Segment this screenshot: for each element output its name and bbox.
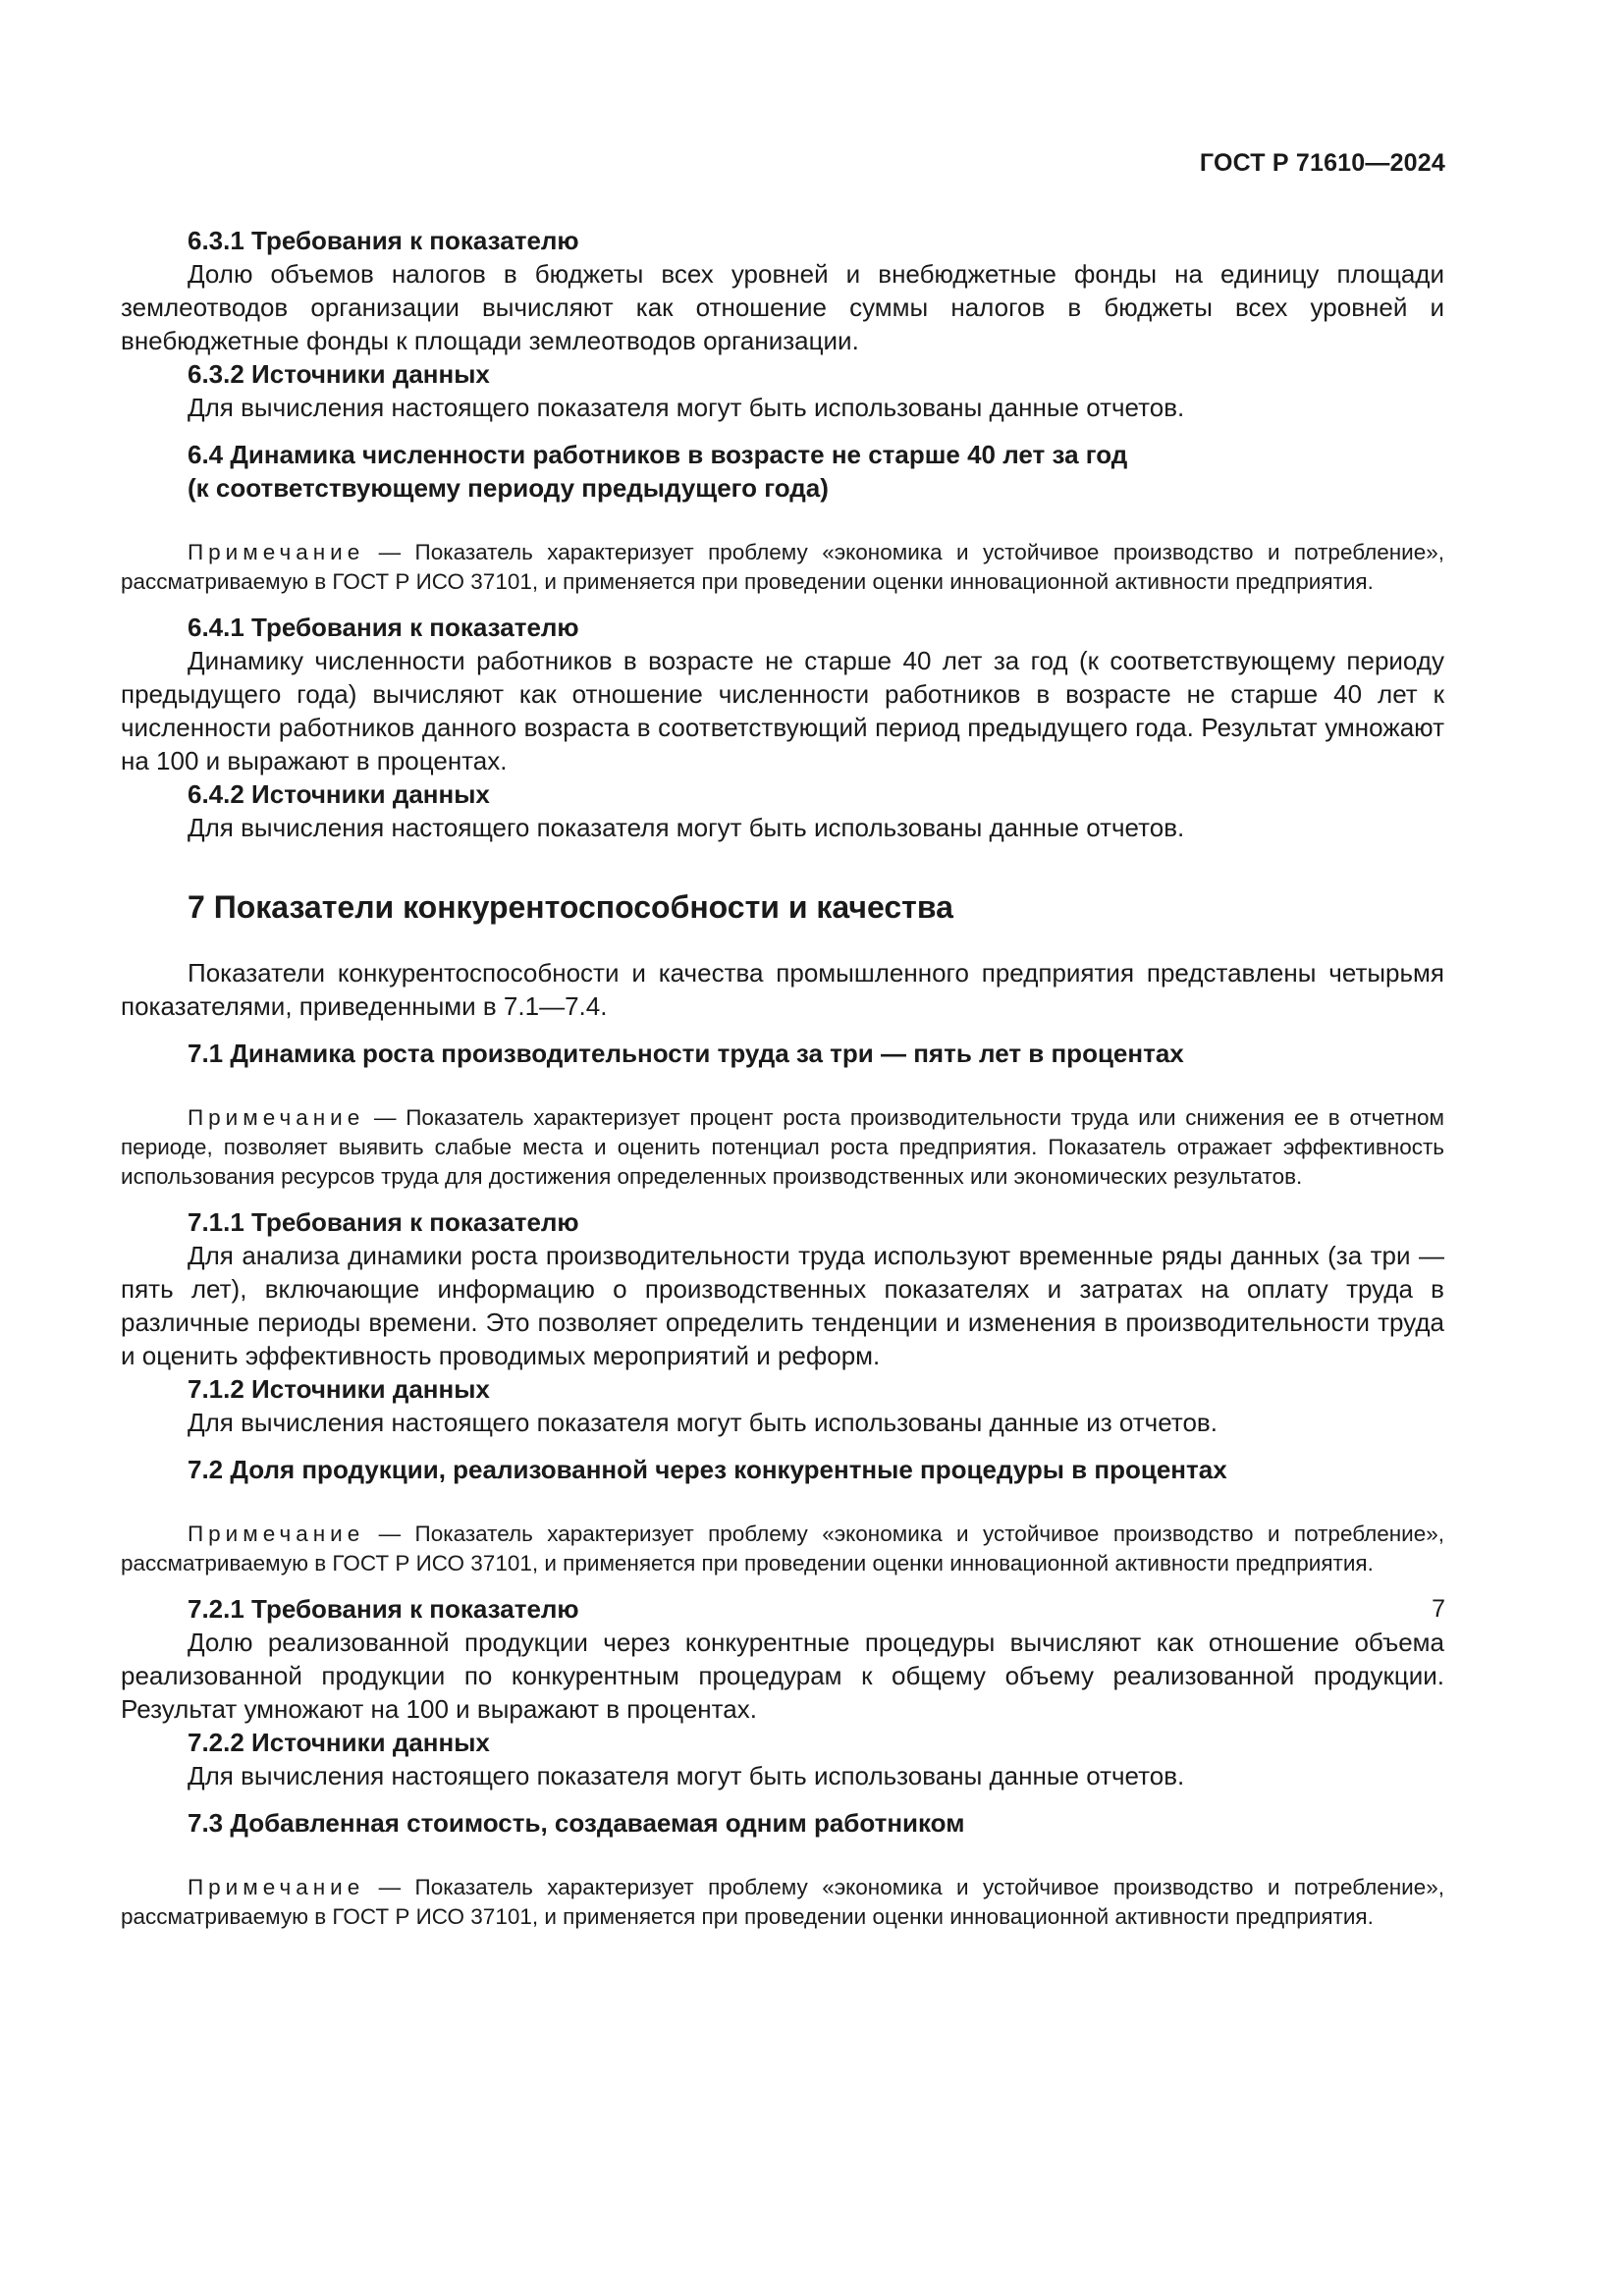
note-7-2 bbox=[121, 1520, 1444, 1578]
heading-7-1: 7.1 Динамика роста производительности труда за три — пять лет в процентах bbox=[188, 1039, 1184, 1068]
heading-6-4-line1: 6.4 Динамика численности работников в возрасте не старше 40 лет за год bbox=[188, 440, 1128, 469]
paragraph-6-3-1: Долю объемов налогов в бюджеты всех уровней и внебюджетные фонды на единицу площади землеотводов организации вычисляют как отношение суммы налогов в бюджеты всех уровней и внебюджетные фонды к площади землеотводов организации. bbox=[121, 259, 1444, 355]
paragraph-6-4-2: Для вычисления настоящего показателя могут быть использованы данные отчетов. bbox=[188, 813, 1185, 842]
heading-7-2-1: 7.2.1 Требования к показателю bbox=[188, 1594, 579, 1624]
note-label: Примечание bbox=[188, 1105, 365, 1130]
note-text: — Показатель характеризует проблему «экономика и устойчивое производство и потребление», рассматриваемую в ГОСТ Р ИСО 37101, и применяется при проведении оценки инновационной активности предприятия. bbox=[121, 1522, 1444, 1575]
heading-7-1-1: 7.1.1 Требования к показателю bbox=[188, 1207, 579, 1237]
page-content bbox=[121, 224, 1444, 1946]
note-label: Примечание bbox=[188, 1522, 365, 1546]
note-text: — Показатель характеризует проблему «экономика и устойчивое производство и потребление», рассматриваемую в ГОСТ Р ИСО 37101, и применяется при проведении оценки инновационной активности предприятия. bbox=[121, 1875, 1444, 1929]
heading-7-1-2: 7.1.2 Источники данных bbox=[188, 1374, 490, 1404]
paragraph-6-3-2: Для вычисления настоящего показателя могут быть использованы данные отчетов. bbox=[188, 393, 1185, 422]
heading-7-2-2: 7.2.2 Источники данных bbox=[188, 1728, 490, 1757]
heading-6-4-line2: (к соответствующему периоду предыдущего года) bbox=[188, 473, 829, 503]
heading-6-3-1: 6.3.1 Требования к показателю bbox=[188, 226, 579, 255]
heading-6-4-2: 6.4.2 Источники данных bbox=[188, 779, 490, 809]
paragraph-7-2-2: Для вычисления настоящего показателя могут быть использованы данные отчетов. bbox=[188, 1761, 1185, 1790]
note-7-1 bbox=[121, 1103, 1444, 1192]
heading-6-4-1: 6.4.1 Требования к показателю bbox=[188, 613, 579, 642]
standard-code-header: ГОСТ Р 71610—2024 bbox=[1199, 149, 1445, 177]
note-6-4 bbox=[121, 538, 1444, 597]
note-label: Примечание bbox=[188, 1875, 365, 1899]
paragraph-7: Показатели конкурентоспособности и качества промышленного предприятия представлены четырьмя показателями, приведенными в 7.1—7.4. bbox=[121, 958, 1444, 1021]
heading-6-3-2: 6.3.2 Источники данных bbox=[188, 359, 490, 389]
heading-7-2: 7.2 Доля продукции, реализованной через конкурентные процедуры в процентах bbox=[188, 1455, 1227, 1484]
paragraph-7-1-1: Для анализа динамики роста производительности труда используют временные ряды данных (за три — пять лет), включающие информацию о производственных показателях и затратах на оплату труда в различные периоды времени. Это позволяет определить тенденции и изменения в производительности труда и оценить эффективность проводимых мероприятий и реформ. bbox=[121, 1241, 1444, 1370]
note-text: — Показатель характеризует процент роста производительности труда или снижения ее в отчетном периоде, позволяет выявить слабые места и оценить потенциал роста предприятия. Показатель отражает эффективность использования ресурсов труда для достижения определенных производственных или экономических результатов. bbox=[121, 1105, 1444, 1189]
paragraph-7-1-2: Для вычисления настоящего показателя могут быть использованы данные из отчетов. bbox=[188, 1408, 1218, 1437]
paragraph-7-2-1: Долю реализованной продукции через конкурентные процедуры вычисляют как отношение объема реализованной продукции по конкурентным процедурам к общему объему реализованной продукции. Результат умножают на 100 и выражают в процентах. bbox=[121, 1628, 1444, 1724]
note-label: Примечание bbox=[188, 540, 365, 564]
note-7-3 bbox=[121, 1873, 1444, 1932]
note-text: — Показатель характеризует проблему «экономика и устойчивое производство и потребление», рассматриваемую в ГОСТ Р ИСО 37101, и применяется при проведении оценки инновационной активности предприятия. bbox=[121, 540, 1444, 594]
heading-7-3: 7.3 Добавленная стоимость, создаваемая одним работником bbox=[188, 1808, 965, 1838]
page-number: 7 bbox=[1432, 1595, 1445, 1623]
paragraph-6-4-1: Динамику численности работников в возрасте не старше 40 лет за год (к соответствующему периоду предыдущего года) вычисляют как отношение численности работников в возрасте не старше 40 лет к численности работников данного возраста в соответствующий период предыдущего года. Результат умножают на 100 и выражают в процентах. bbox=[121, 646, 1444, 775]
chapter-heading-7: 7 Показатели конкурентоспособности и качества bbox=[188, 889, 953, 925]
heading-6-4 bbox=[121, 438, 1444, 505]
